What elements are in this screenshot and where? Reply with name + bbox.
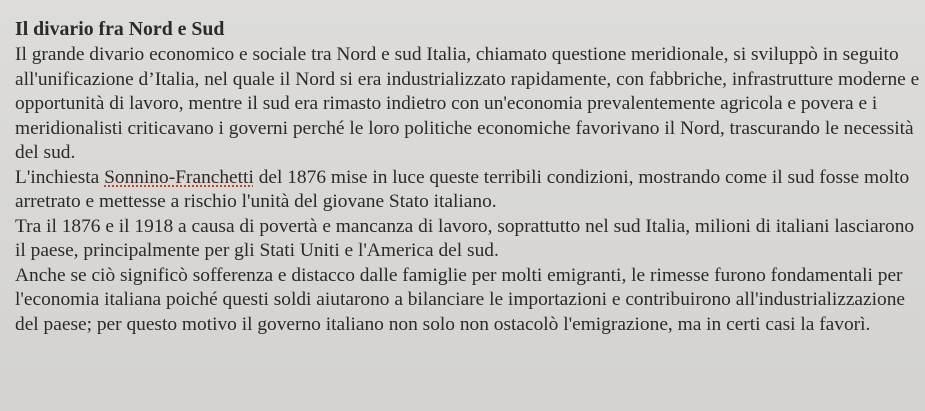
spellcheck-underlined-word[interactable]: Sonnino-Franchetti	[104, 166, 254, 188]
paragraph-3: Tra il 1876 e il 1918 a causa di povertà e mancanza di lavoro, soprattutto nel sud Italia, milioni di italiani lasciarono il paese, principalmente per gli Stati Uniti e l'America del sud.	[15, 215, 915, 261]
paragraph-2-after: del 1876 mise in luce queste terribili condizioni, mostrando come il sud fosse molto arretrato e mettesse a rischio l'unità del giovane Stato italiano.	[15, 166, 910, 212]
paragraph-2	[15, 166, 920, 215]
paragraph-1: Il grande divario economico e sociale tra Nord e sud Italia, chiamato questione meridionale, si sviluppò in seguito all'unificazione d’Italia, nel quale il Nord si era industrializzato rapidamente, con fabbriche, infrastrutture moderne e opportunità di lavoro, mentre il sud era rimasto indietro con un'economia prevalentemente agricola e povera e i meridionalisti criticavano i governi perché le loro politiche economiche favorivano il Nord, trascurando le necessità del sud.	[15, 44, 920, 163]
paragraph-4: Anche se ciò significò sofferenza e distacco dalle famiglie per molti emigranti, le rimesse furono fondamentali per l'economia italiana poiché questi soldi aiutarono a bilanciare le importazioni e contribuirono all'industrializzazione del paese; per questo motivo il governo italiano non solo non ostacolò l'emigrazione, ma in certi casi la favorì.	[15, 264, 906, 335]
document-body	[15, 17, 920, 337]
document-title: Il divario fra Nord e Sud	[15, 18, 225, 40]
paragraph-2-before: L'inchiesta	[15, 166, 105, 188]
